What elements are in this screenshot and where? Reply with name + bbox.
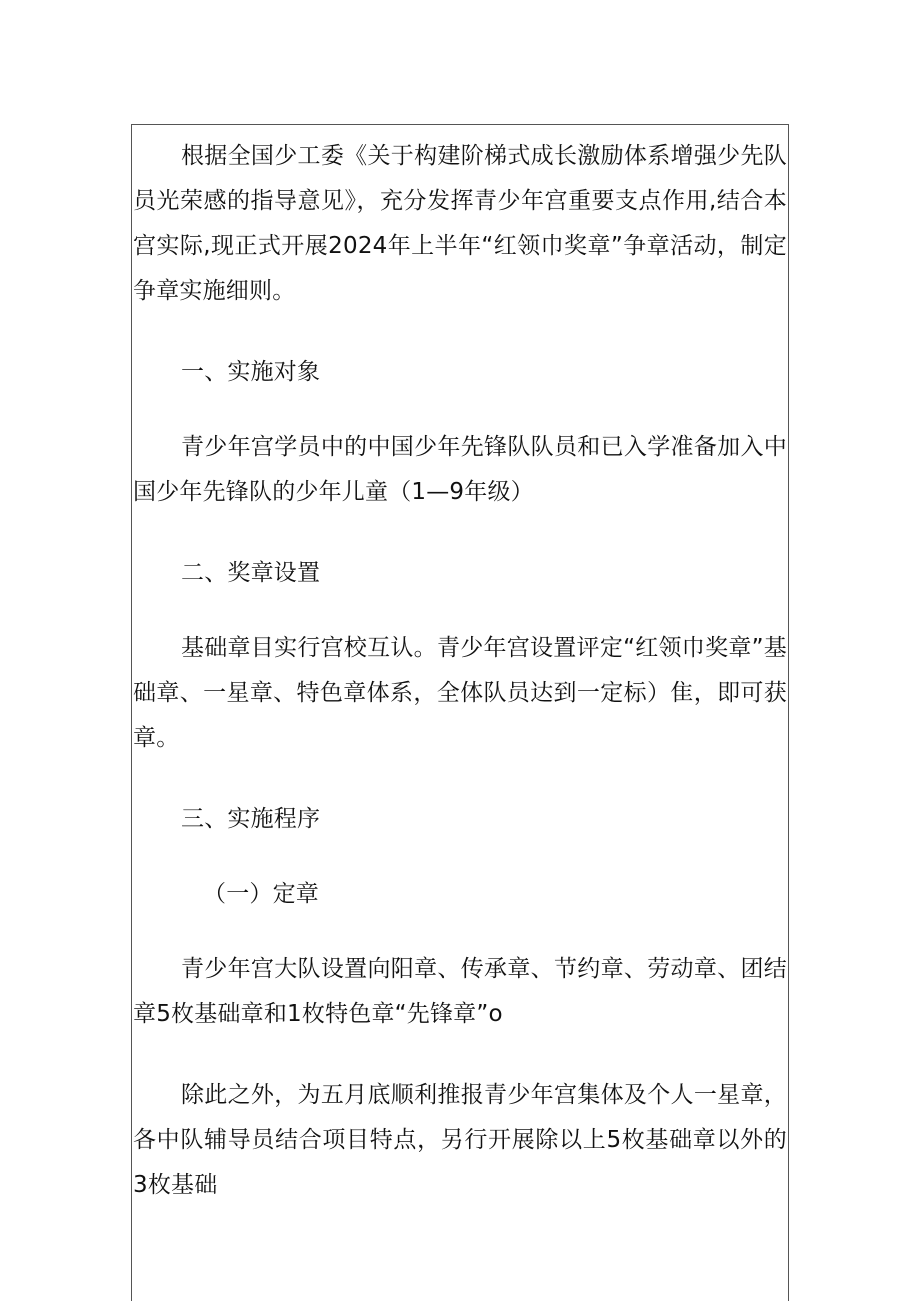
- section-2-paragraph: 基础章目实行宫校互认。青少年宫设置评定“红领巾奖章”基础章、一星章、特色章体系，全体队员达到一定标）隹，即可获章。: [133, 635, 787, 751]
- subsection-heading-1: （一）定章: [203, 881, 319, 907]
- section-3-paragraph-2: 除此之外，为五月底顺利推报青少年宫集体及个人一星章，各中队辅导员结合项目特点，另行开展除以上5枚基础章以外的3枚基础: [133, 1082, 787, 1198]
- document-body: [133, 134, 787, 1208]
- section-heading-3: 三、实施程序: [181, 806, 321, 832]
- intro-paragraph: 根据全国少工委《关于构建阶梯式成长激励体系增强少先队员光荣感的指导意见》，充分发挥青少年宫重要支点作用,结合本宫实际,现正式开展2024年上半年“红领巾奖章”争章活动，制定争章实施细则。: [133, 143, 787, 304]
- section-1-paragraph: 青少年宫学员中的中国少年先锋队队员和已入学准备加入中国少年先锋队的少年儿童（1—9年级）: [133, 434, 787, 505]
- section-3-paragraph-1: 青少年宫大队设置向阳章、传承章、节约章、劳动章、团结章5枚基础章和1枚特色章“先锋章”o: [133, 956, 787, 1027]
- section-heading-2: 二、奖章设置: [181, 560, 321, 586]
- section-heading-1: 一、实施对象: [181, 359, 321, 385]
